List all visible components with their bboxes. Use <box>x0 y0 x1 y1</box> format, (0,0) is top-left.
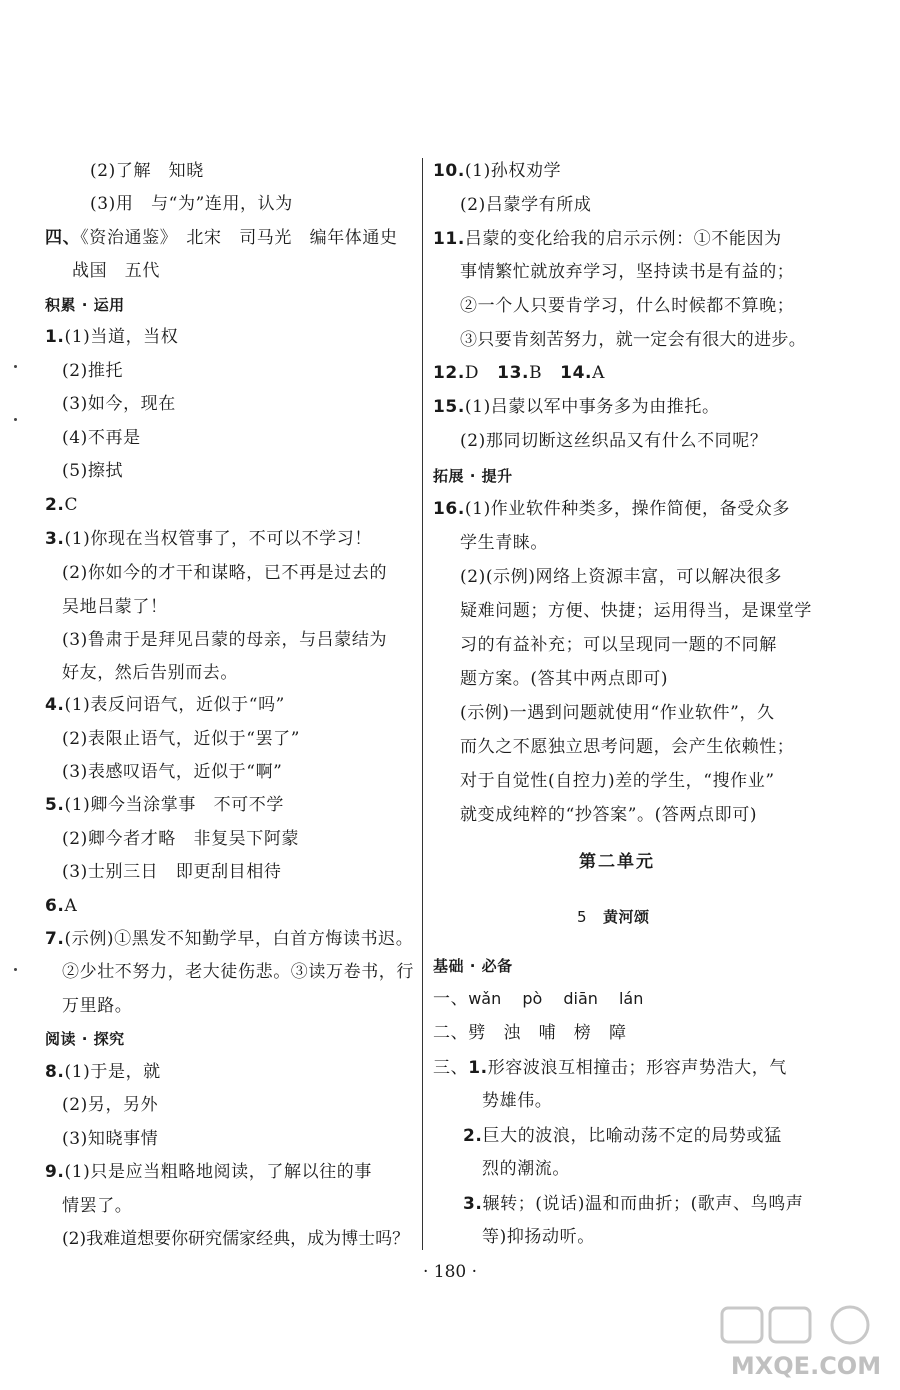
questions-12-14: 12.D 13.B 14.A <box>433 363 605 383</box>
answer-line: 烈的潮流。 <box>482 1159 570 1179</box>
question-10: 10.(1)孙权劝学 <box>433 161 562 181</box>
question-5: 5.(1)卿今当涂掌事 不可不学 <box>45 795 284 815</box>
answer-line: (2)卿今者才略 非复吴下阿蒙 <box>62 829 300 849</box>
answer-line: (3)表感叹语气，近似于“啊” <box>62 762 283 782</box>
question-1: 1.(1)当道，当权 <box>45 327 179 347</box>
unit-heading: 第二单元 <box>579 852 655 872</box>
question-4: 4.(1)表反问语气，近似于“吗” <box>45 695 285 715</box>
question-9: 9.(1)只是应当粗略地阅读，了解以往的事 <box>45 1162 372 1182</box>
scan-speck <box>14 968 17 971</box>
answer-line: (3)鲁肃于是拜见吕蒙的母亲，与吕蒙结为 <box>62 630 388 650</box>
answer-line: (2)了解 知晓 <box>90 161 204 181</box>
answer-line: (3)用 与“为”连用，认为 <box>90 194 293 214</box>
section-heading: 阅读 · 探究 <box>45 1030 125 1048</box>
answer-line: (2)吕蒙学有所成 <box>460 195 592 215</box>
question-3: 3.(1)你现在当权管事了，不可以不学习！ <box>45 529 372 549</box>
scan-speck <box>14 418 17 421</box>
answer-line: ③只要肯刻苦努力，就一定会有很大的进步。 <box>460 330 806 350</box>
answer-line: 势雄伟。 <box>482 1091 553 1111</box>
watermark-text: MXQE.COM <box>730 1352 882 1380</box>
watermark-logo <box>718 1302 894 1382</box>
answer-line: (2)另，另外 <box>62 1095 159 1115</box>
answer-line: 3.辗转；(说话)温和而曲折；(歌声、鸟鸣声 <box>463 1194 804 1214</box>
answer-line: ②一个人只要肯学习，什么时候都不算晚； <box>460 296 795 316</box>
answer-line: 好友，然后告别而去。 <box>62 663 238 683</box>
answer-line: 万里路。 <box>62 996 133 1016</box>
answer-line: (2)推托 <box>62 361 124 381</box>
question-7: 7.(示例)①黑发不知勤学早，白首方悔读书迟。 <box>45 929 414 949</box>
answer-line: (3)如今，现在 <box>62 394 176 414</box>
answer-line: (2)(示例)网络上资源丰富，可以解决很多 <box>460 567 782 587</box>
answer-line: 题方案。(答其中两点即可) <box>460 669 669 689</box>
answer-line: 事情繁忙就放弃学习，坚持读书是有益的； <box>460 262 795 282</box>
answer-line: (2)表限止语气，近似于“罢了” <box>62 729 301 749</box>
page-number: · 180 · <box>422 1262 478 1282</box>
answer-line: 而久之不愿独立思考问题，会产生依赖性； <box>460 737 795 757</box>
question-6: 6.A <box>45 896 78 916</box>
lesson-heading: 5 黄河颂 <box>577 908 650 926</box>
answer-line: 学生青睐。 <box>460 533 548 553</box>
answer-line: (3)士别三日 即更刮目相待 <box>62 862 282 882</box>
question-11: 11.吕蒙的变化给我的启示示例：①不能因为 <box>433 229 782 249</box>
answer-line: (4)不再是 <box>62 428 141 448</box>
answer-line: 就变成纯粹的“抄答案”。(答两点即可) <box>460 805 758 825</box>
question-8: 8.(1)于是，就 <box>45 1062 161 1082</box>
answer-line: (2)那同切断这丝织品又有什么不同呢？ <box>460 431 768 451</box>
question-16: 16.(1)作业软件种类多，操作简便，备受众多 <box>433 499 791 519</box>
scan-speck <box>14 365 17 368</box>
answer-line: 2.巨大的波浪，比喻动荡不定的局势或猛 <box>463 1126 782 1146</box>
answer-line: 战国 五代 <box>72 261 160 281</box>
answer-line: ②少壮不努力，老大徒伤悲。③读万卷书，行 <box>62 962 414 982</box>
answer-line: (2)我难道想要你研究儒家经典，成为博士吗？ <box>62 1229 410 1249</box>
answer-line: 习的有益补充；可以呈现同一题的不同解 <box>460 635 777 655</box>
answer-line: (5)擦拭 <box>62 461 124 481</box>
answer-line: 吴地吕蒙了！ <box>62 597 168 617</box>
answer-line: 对于自觉性(自控力)差的学生，“搜作业” <box>460 771 775 791</box>
column-divider <box>422 158 423 1250</box>
pinyin-line: 一、wǎn pò diān lán <box>433 989 644 1009</box>
answer-line: 三、1.形容波浪互相撞击；形容声势浩大，气 <box>433 1058 787 1078</box>
answer-line: (2)你如今的才干和谋略，已不再是过去的 <box>62 563 388 583</box>
section-heading: 积累 · 运用 <box>45 296 125 314</box>
answer-line: (3)知晓事情 <box>62 1129 159 1149</box>
answer-line: 情罢了。 <box>62 1196 133 1216</box>
answer-line: 四、《资治通鉴》 北宋 司马光 编年体通史 <box>45 228 398 248</box>
question-15: 15.(1)吕蒙以军中事务多为由推托。 <box>433 397 720 417</box>
answer-line: 二、劈 浊 哺 榜 障 <box>433 1023 627 1043</box>
answer-line: 等)抑扬动听。 <box>482 1227 595 1247</box>
answer-line: (示例)一遇到问题就使用“作业软件”，久 <box>460 703 775 723</box>
section-heading: 拓展 · 提升 <box>433 467 513 485</box>
answer-line: 疑难问题；方便、快捷；运用得当，是课堂学 <box>460 601 812 621</box>
section-heading: 基础 · 必备 <box>433 957 513 975</box>
question-2: 2.C <box>45 495 79 515</box>
